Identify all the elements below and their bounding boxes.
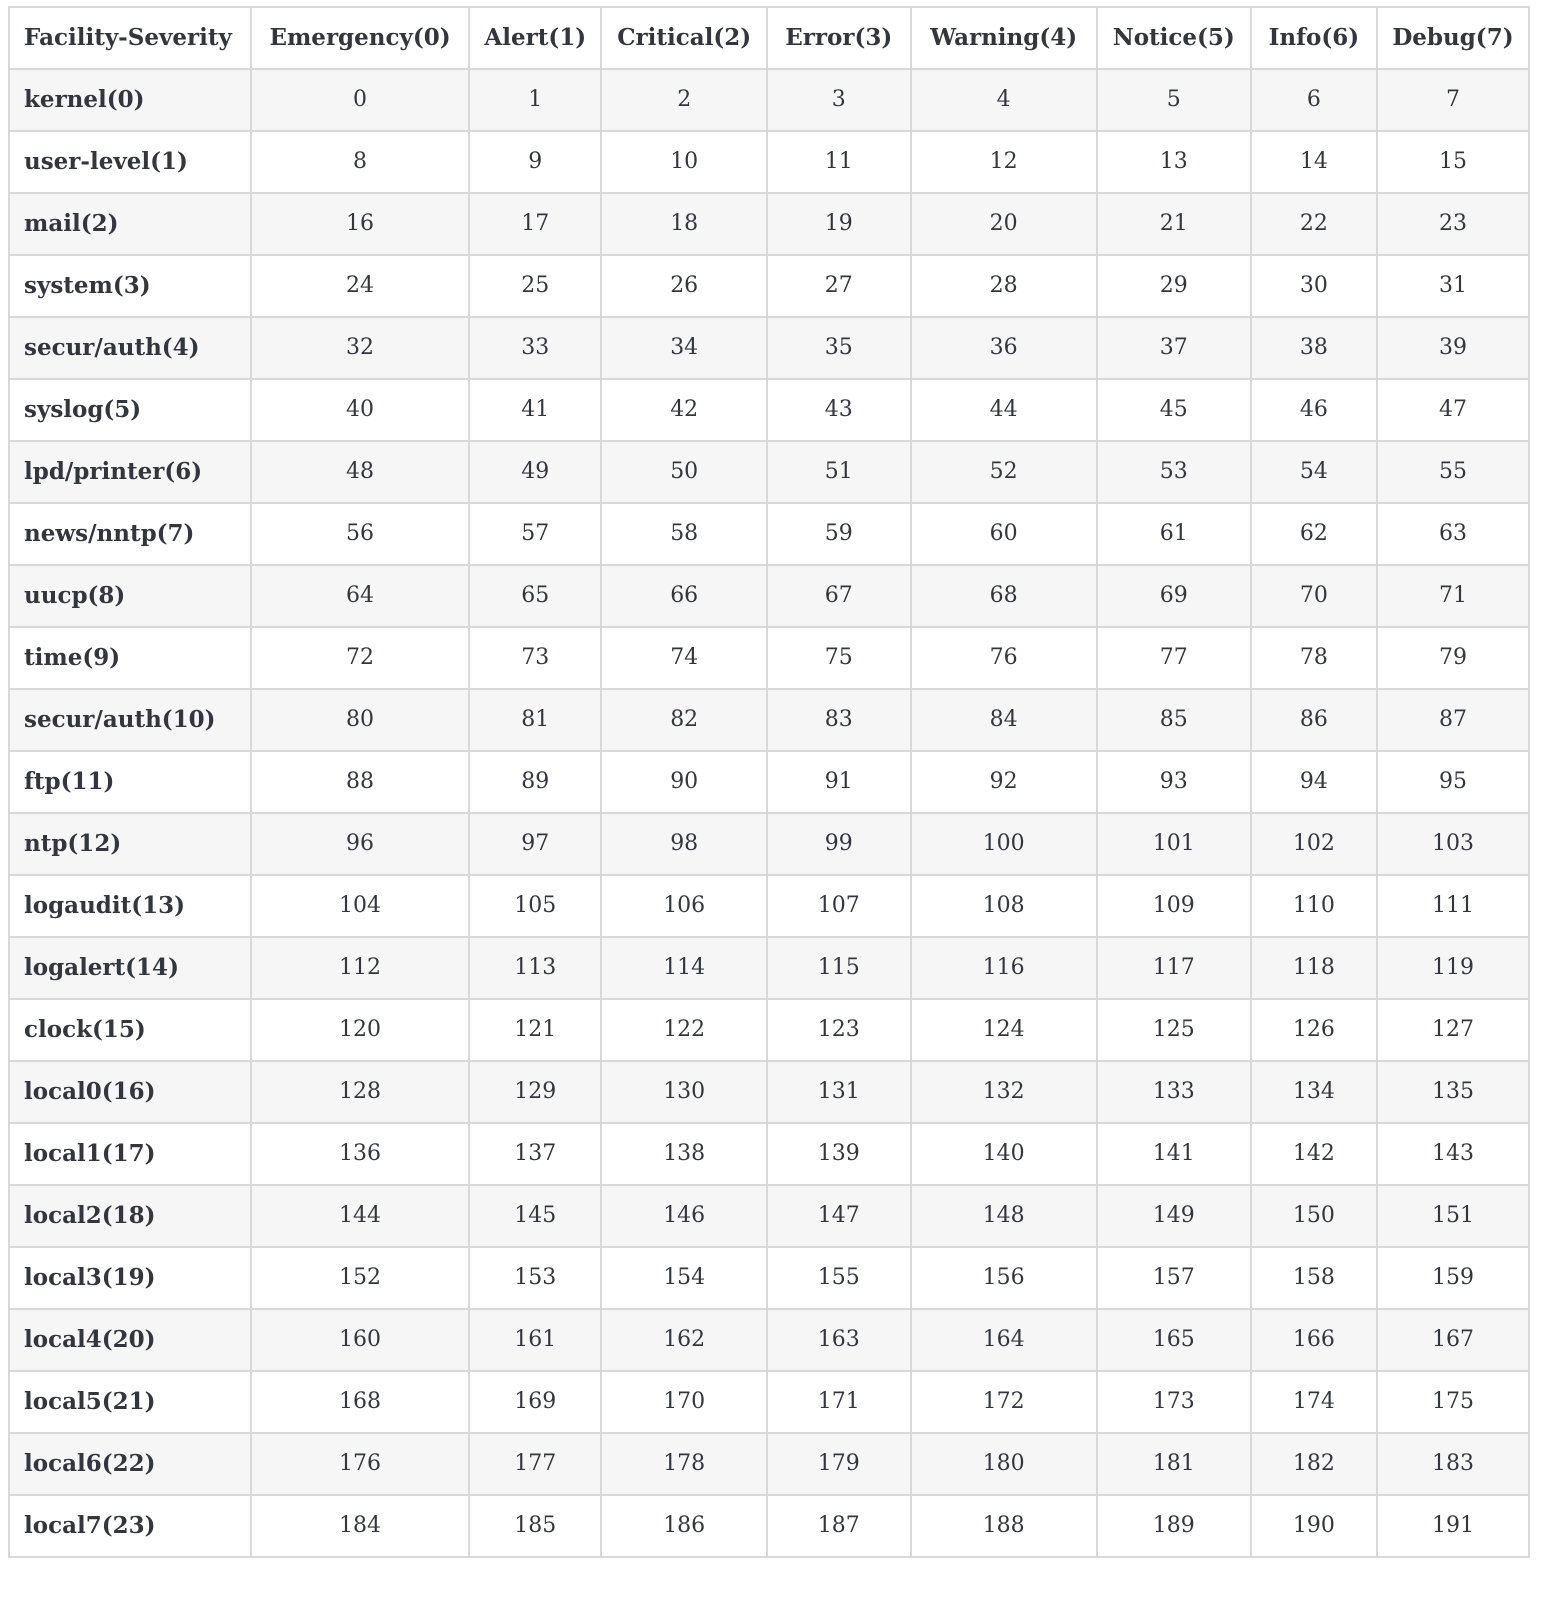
priority-value-cell: 82 bbox=[601, 689, 766, 751]
facility-cell: user-level(1) bbox=[9, 131, 251, 193]
priority-value-cell: 10 bbox=[601, 131, 766, 193]
priority-value-cell: 157 bbox=[1097, 1247, 1251, 1309]
priority-value-cell: 142 bbox=[1251, 1123, 1377, 1185]
priority-value-cell: 124 bbox=[911, 999, 1097, 1061]
priority-value-cell: 42 bbox=[601, 379, 766, 441]
priority-value-cell: 190 bbox=[1251, 1495, 1377, 1557]
priority-value-cell: 62 bbox=[1251, 503, 1377, 565]
priority-value-cell: 41 bbox=[469, 379, 601, 441]
facility-cell: local1(17) bbox=[9, 1123, 251, 1185]
priority-value-cell: 134 bbox=[1251, 1061, 1377, 1123]
priority-value-cell: 168 bbox=[251, 1371, 469, 1433]
table-header bbox=[9, 7, 1529, 69]
priority-value-cell: 145 bbox=[469, 1185, 601, 1247]
priority-value-cell: 22 bbox=[1251, 193, 1377, 255]
facility-cell: local6(22) bbox=[9, 1433, 251, 1495]
priority-value-cell: 185 bbox=[469, 1495, 601, 1557]
facility-cell: ntp(12) bbox=[9, 813, 251, 875]
facility-cell: uucp(8) bbox=[9, 565, 251, 627]
priority-value-cell: 167 bbox=[1377, 1309, 1529, 1371]
priority-value-cell: 65 bbox=[469, 565, 601, 627]
table-row bbox=[9, 255, 1529, 317]
priority-value-cell: 24 bbox=[251, 255, 469, 317]
priority-value-cell: 153 bbox=[469, 1247, 601, 1309]
priority-value-cell: 52 bbox=[911, 441, 1097, 503]
table-body bbox=[9, 69, 1529, 1557]
priority-value-cell: 156 bbox=[911, 1247, 1097, 1309]
priority-value-cell: 75 bbox=[767, 627, 911, 689]
priority-value-cell: 70 bbox=[1251, 565, 1377, 627]
table-row bbox=[9, 131, 1529, 193]
facility-cell: kernel(0) bbox=[9, 69, 251, 131]
priority-value-cell: 63 bbox=[1377, 503, 1529, 565]
priority-value-cell: 0 bbox=[251, 69, 469, 131]
priority-value-cell: 23 bbox=[1377, 193, 1529, 255]
priority-value-cell: 39 bbox=[1377, 317, 1529, 379]
priority-value-cell: 132 bbox=[911, 1061, 1097, 1123]
priority-value-cell: 16 bbox=[251, 193, 469, 255]
priority-value-cell: 17 bbox=[469, 193, 601, 255]
facility-cell: time(9) bbox=[9, 627, 251, 689]
priority-value-cell: 141 bbox=[1097, 1123, 1251, 1185]
priority-value-cell: 92 bbox=[911, 751, 1097, 813]
priority-value-cell: 191 bbox=[1377, 1495, 1529, 1557]
priority-value-cell: 97 bbox=[469, 813, 601, 875]
column-header: Emergency(0) bbox=[251, 7, 469, 69]
priority-value-cell: 45 bbox=[1097, 379, 1251, 441]
priority-value-cell: 73 bbox=[469, 627, 601, 689]
priority-value-cell: 47 bbox=[1377, 379, 1529, 441]
priority-value-cell: 144 bbox=[251, 1185, 469, 1247]
priority-value-cell: 67 bbox=[767, 565, 911, 627]
priority-value-cell: 176 bbox=[251, 1433, 469, 1495]
priority-value-cell: 31 bbox=[1377, 255, 1529, 317]
priority-value-cell: 93 bbox=[1097, 751, 1251, 813]
priority-value-cell: 130 bbox=[601, 1061, 766, 1123]
priority-value-cell: 80 bbox=[251, 689, 469, 751]
priority-value-cell: 117 bbox=[1097, 937, 1251, 999]
column-header: Notice(5) bbox=[1097, 7, 1251, 69]
priority-value-cell: 50 bbox=[601, 441, 766, 503]
priority-value-cell: 163 bbox=[767, 1309, 911, 1371]
facility-cell: logalert(14) bbox=[9, 937, 251, 999]
priority-value-cell: 112 bbox=[251, 937, 469, 999]
priority-value-cell: 122 bbox=[601, 999, 766, 1061]
priority-value-cell: 181 bbox=[1097, 1433, 1251, 1495]
priority-value-cell: 189 bbox=[1097, 1495, 1251, 1557]
column-header: Warning(4) bbox=[911, 7, 1097, 69]
priority-value-cell: 129 bbox=[469, 1061, 601, 1123]
priority-value-cell: 69 bbox=[1097, 565, 1251, 627]
priority-value-cell: 18 bbox=[601, 193, 766, 255]
facility-cell: logaudit(13) bbox=[9, 875, 251, 937]
facility-cell: local0(16) bbox=[9, 1061, 251, 1123]
priority-value-cell: 12 bbox=[911, 131, 1097, 193]
priority-value-cell: 51 bbox=[767, 441, 911, 503]
priority-value-cell: 9 bbox=[469, 131, 601, 193]
priority-value-cell: 90 bbox=[601, 751, 766, 813]
priority-value-cell: 183 bbox=[1377, 1433, 1529, 1495]
priority-value-cell: 110 bbox=[1251, 875, 1377, 937]
table-row bbox=[9, 1185, 1529, 1247]
priority-value-cell: 160 bbox=[251, 1309, 469, 1371]
header-row bbox=[9, 7, 1529, 69]
priority-value-cell: 170 bbox=[601, 1371, 766, 1433]
priority-value-cell: 104 bbox=[251, 875, 469, 937]
priority-value-cell: 138 bbox=[601, 1123, 766, 1185]
facility-cell: syslog(5) bbox=[9, 379, 251, 441]
priority-value-cell: 21 bbox=[1097, 193, 1251, 255]
facility-cell: clock(15) bbox=[9, 999, 251, 1061]
priority-value-cell: 44 bbox=[911, 379, 1097, 441]
priority-value-cell: 37 bbox=[1097, 317, 1251, 379]
priority-value-cell: 182 bbox=[1251, 1433, 1377, 1495]
priority-value-cell: 106 bbox=[601, 875, 766, 937]
priority-value-cell: 105 bbox=[469, 875, 601, 937]
priority-value-cell: 61 bbox=[1097, 503, 1251, 565]
priority-value-cell: 74 bbox=[601, 627, 766, 689]
priority-value-cell: 164 bbox=[911, 1309, 1097, 1371]
table-row bbox=[9, 875, 1529, 937]
priority-value-cell: 57 bbox=[469, 503, 601, 565]
facility-cell: system(3) bbox=[9, 255, 251, 317]
priority-value-cell: 46 bbox=[1251, 379, 1377, 441]
priority-value-cell: 154 bbox=[601, 1247, 766, 1309]
priority-value-cell: 15 bbox=[1377, 131, 1529, 193]
priority-value-cell: 28 bbox=[911, 255, 1097, 317]
priority-value-cell: 98 bbox=[601, 813, 766, 875]
facility-cell: mail(2) bbox=[9, 193, 251, 255]
priority-value-cell: 146 bbox=[601, 1185, 766, 1247]
table-row bbox=[9, 1247, 1529, 1309]
table-row bbox=[9, 1061, 1529, 1123]
table-row bbox=[9, 1123, 1529, 1185]
priority-value-cell: 159 bbox=[1377, 1247, 1529, 1309]
priority-value-cell: 175 bbox=[1377, 1371, 1529, 1433]
facility-cell: local3(19) bbox=[9, 1247, 251, 1309]
priority-value-cell: 94 bbox=[1251, 751, 1377, 813]
priority-value-cell: 99 bbox=[767, 813, 911, 875]
priority-value-cell: 71 bbox=[1377, 565, 1529, 627]
priority-value-cell: 103 bbox=[1377, 813, 1529, 875]
priority-value-cell: 87 bbox=[1377, 689, 1529, 751]
column-header: Error(3) bbox=[767, 7, 911, 69]
facility-severity-table bbox=[8, 6, 1530, 1558]
priority-value-cell: 123 bbox=[767, 999, 911, 1061]
priority-value-cell: 152 bbox=[251, 1247, 469, 1309]
priority-value-cell: 36 bbox=[911, 317, 1097, 379]
priority-value-cell: 151 bbox=[1377, 1185, 1529, 1247]
priority-value-cell: 111 bbox=[1377, 875, 1529, 937]
priority-value-cell: 113 bbox=[469, 937, 601, 999]
table-row bbox=[9, 1309, 1529, 1371]
priority-value-cell: 53 bbox=[1097, 441, 1251, 503]
priority-value-cell: 4 bbox=[911, 69, 1097, 131]
priority-value-cell: 100 bbox=[911, 813, 1097, 875]
priority-value-cell: 172 bbox=[911, 1371, 1097, 1433]
priority-value-cell: 29 bbox=[1097, 255, 1251, 317]
priority-value-cell: 140 bbox=[911, 1123, 1097, 1185]
priority-value-cell: 6 bbox=[1251, 69, 1377, 131]
priority-value-cell: 116 bbox=[911, 937, 1097, 999]
facility-cell: secur/auth(4) bbox=[9, 317, 251, 379]
priority-value-cell: 148 bbox=[911, 1185, 1097, 1247]
priority-value-cell: 33 bbox=[469, 317, 601, 379]
facility-cell: lpd/printer(6) bbox=[9, 441, 251, 503]
table-row bbox=[9, 1371, 1529, 1433]
priority-value-cell: 32 bbox=[251, 317, 469, 379]
table-row bbox=[9, 813, 1529, 875]
table-row bbox=[9, 627, 1529, 689]
priority-value-cell: 58 bbox=[601, 503, 766, 565]
priority-value-cell: 188 bbox=[911, 1495, 1097, 1557]
priority-value-cell: 101 bbox=[1097, 813, 1251, 875]
table-row bbox=[9, 379, 1529, 441]
priority-value-cell: 14 bbox=[1251, 131, 1377, 193]
priority-value-cell: 49 bbox=[469, 441, 601, 503]
priority-value-cell: 109 bbox=[1097, 875, 1251, 937]
column-header: Critical(2) bbox=[601, 7, 766, 69]
column-header: Debug(7) bbox=[1377, 7, 1529, 69]
priority-value-cell: 60 bbox=[911, 503, 1097, 565]
priority-value-cell: 155 bbox=[767, 1247, 911, 1309]
priority-value-cell: 56 bbox=[251, 503, 469, 565]
priority-value-cell: 127 bbox=[1377, 999, 1529, 1061]
priority-value-cell: 34 bbox=[601, 317, 766, 379]
priority-value-cell: 85 bbox=[1097, 689, 1251, 751]
table-row bbox=[9, 937, 1529, 999]
priority-value-cell: 30 bbox=[1251, 255, 1377, 317]
priority-value-cell: 107 bbox=[767, 875, 911, 937]
priority-value-cell: 173 bbox=[1097, 1371, 1251, 1433]
table-row bbox=[9, 751, 1529, 813]
facility-cell: secur/auth(10) bbox=[9, 689, 251, 751]
priority-value-cell: 81 bbox=[469, 689, 601, 751]
priority-value-cell: 35 bbox=[767, 317, 911, 379]
table-row bbox=[9, 1495, 1529, 1557]
priority-value-cell: 125 bbox=[1097, 999, 1251, 1061]
facility-cell: local4(20) bbox=[9, 1309, 251, 1371]
priority-value-cell: 43 bbox=[767, 379, 911, 441]
priority-value-cell: 128 bbox=[251, 1061, 469, 1123]
table-row bbox=[9, 317, 1529, 379]
priority-value-cell: 7 bbox=[1377, 69, 1529, 131]
priority-value-cell: 86 bbox=[1251, 689, 1377, 751]
facility-cell: local5(21) bbox=[9, 1371, 251, 1433]
priority-value-cell: 77 bbox=[1097, 627, 1251, 689]
priority-value-cell: 126 bbox=[1251, 999, 1377, 1061]
priority-value-cell: 1 bbox=[469, 69, 601, 131]
priority-value-cell: 162 bbox=[601, 1309, 766, 1371]
table-row bbox=[9, 441, 1529, 503]
priority-value-cell: 11 bbox=[767, 131, 911, 193]
priority-value-cell: 88 bbox=[251, 751, 469, 813]
priority-value-cell: 79 bbox=[1377, 627, 1529, 689]
table-row bbox=[9, 1433, 1529, 1495]
priority-value-cell: 118 bbox=[1251, 937, 1377, 999]
priority-value-cell: 76 bbox=[911, 627, 1097, 689]
facility-cell: ftp(11) bbox=[9, 751, 251, 813]
priority-value-cell: 161 bbox=[469, 1309, 601, 1371]
priority-value-cell: 96 bbox=[251, 813, 469, 875]
column-header: Alert(1) bbox=[469, 7, 601, 69]
priority-value-cell: 135 bbox=[1377, 1061, 1529, 1123]
priority-value-cell: 115 bbox=[767, 937, 911, 999]
priority-value-cell: 147 bbox=[767, 1185, 911, 1247]
priority-value-cell: 66 bbox=[601, 565, 766, 627]
priority-value-cell: 20 bbox=[911, 193, 1097, 255]
priority-value-cell: 120 bbox=[251, 999, 469, 1061]
priority-value-cell: 5 bbox=[1097, 69, 1251, 131]
table-container bbox=[8, 6, 1530, 1558]
priority-value-cell: 114 bbox=[601, 937, 766, 999]
table-row bbox=[9, 689, 1529, 751]
priority-value-cell: 64 bbox=[251, 565, 469, 627]
priority-value-cell: 19 bbox=[767, 193, 911, 255]
facility-cell: news/nntp(7) bbox=[9, 503, 251, 565]
priority-value-cell: 121 bbox=[469, 999, 601, 1061]
facility-cell: local2(18) bbox=[9, 1185, 251, 1247]
priority-value-cell: 131 bbox=[767, 1061, 911, 1123]
column-header: Info(6) bbox=[1251, 7, 1377, 69]
priority-value-cell: 48 bbox=[251, 441, 469, 503]
priority-value-cell: 149 bbox=[1097, 1185, 1251, 1247]
priority-value-cell: 184 bbox=[251, 1495, 469, 1557]
priority-value-cell: 137 bbox=[469, 1123, 601, 1185]
priority-value-cell: 178 bbox=[601, 1433, 766, 1495]
table-row bbox=[9, 503, 1529, 565]
facility-cell: local7(23) bbox=[9, 1495, 251, 1557]
priority-value-cell: 54 bbox=[1251, 441, 1377, 503]
priority-value-cell: 55 bbox=[1377, 441, 1529, 503]
priority-value-cell: 84 bbox=[911, 689, 1097, 751]
table-row bbox=[9, 69, 1529, 131]
priority-value-cell: 25 bbox=[469, 255, 601, 317]
priority-value-cell: 174 bbox=[1251, 1371, 1377, 1433]
priority-value-cell: 95 bbox=[1377, 751, 1529, 813]
priority-value-cell: 150 bbox=[1251, 1185, 1377, 1247]
priority-value-cell: 59 bbox=[767, 503, 911, 565]
priority-value-cell: 158 bbox=[1251, 1247, 1377, 1309]
priority-value-cell: 108 bbox=[911, 875, 1097, 937]
priority-value-cell: 187 bbox=[767, 1495, 911, 1557]
priority-value-cell: 171 bbox=[767, 1371, 911, 1433]
priority-value-cell: 177 bbox=[469, 1433, 601, 1495]
priority-value-cell: 72 bbox=[251, 627, 469, 689]
table-row bbox=[9, 193, 1529, 255]
priority-value-cell: 27 bbox=[767, 255, 911, 317]
priority-value-cell: 3 bbox=[767, 69, 911, 131]
priority-value-cell: 139 bbox=[767, 1123, 911, 1185]
column-header-facility-severity: Facility-Severity bbox=[9, 7, 251, 69]
priority-value-cell: 38 bbox=[1251, 317, 1377, 379]
priority-value-cell: 133 bbox=[1097, 1061, 1251, 1123]
priority-value-cell: 26 bbox=[601, 255, 766, 317]
priority-value-cell: 102 bbox=[1251, 813, 1377, 875]
priority-value-cell: 91 bbox=[767, 751, 911, 813]
priority-value-cell: 166 bbox=[1251, 1309, 1377, 1371]
table-row bbox=[9, 999, 1529, 1061]
priority-value-cell: 8 bbox=[251, 131, 469, 193]
priority-value-cell: 179 bbox=[767, 1433, 911, 1495]
priority-value-cell: 2 bbox=[601, 69, 766, 131]
priority-value-cell: 40 bbox=[251, 379, 469, 441]
table-row bbox=[9, 565, 1529, 627]
priority-value-cell: 68 bbox=[911, 565, 1097, 627]
priority-value-cell: 136 bbox=[251, 1123, 469, 1185]
priority-value-cell: 119 bbox=[1377, 937, 1529, 999]
priority-value-cell: 13 bbox=[1097, 131, 1251, 193]
priority-value-cell: 89 bbox=[469, 751, 601, 813]
priority-value-cell: 169 bbox=[469, 1371, 601, 1433]
priority-value-cell: 78 bbox=[1251, 627, 1377, 689]
priority-value-cell: 186 bbox=[601, 1495, 766, 1557]
priority-value-cell: 180 bbox=[911, 1433, 1097, 1495]
priority-value-cell: 83 bbox=[767, 689, 911, 751]
priority-value-cell: 143 bbox=[1377, 1123, 1529, 1185]
priority-value-cell: 165 bbox=[1097, 1309, 1251, 1371]
